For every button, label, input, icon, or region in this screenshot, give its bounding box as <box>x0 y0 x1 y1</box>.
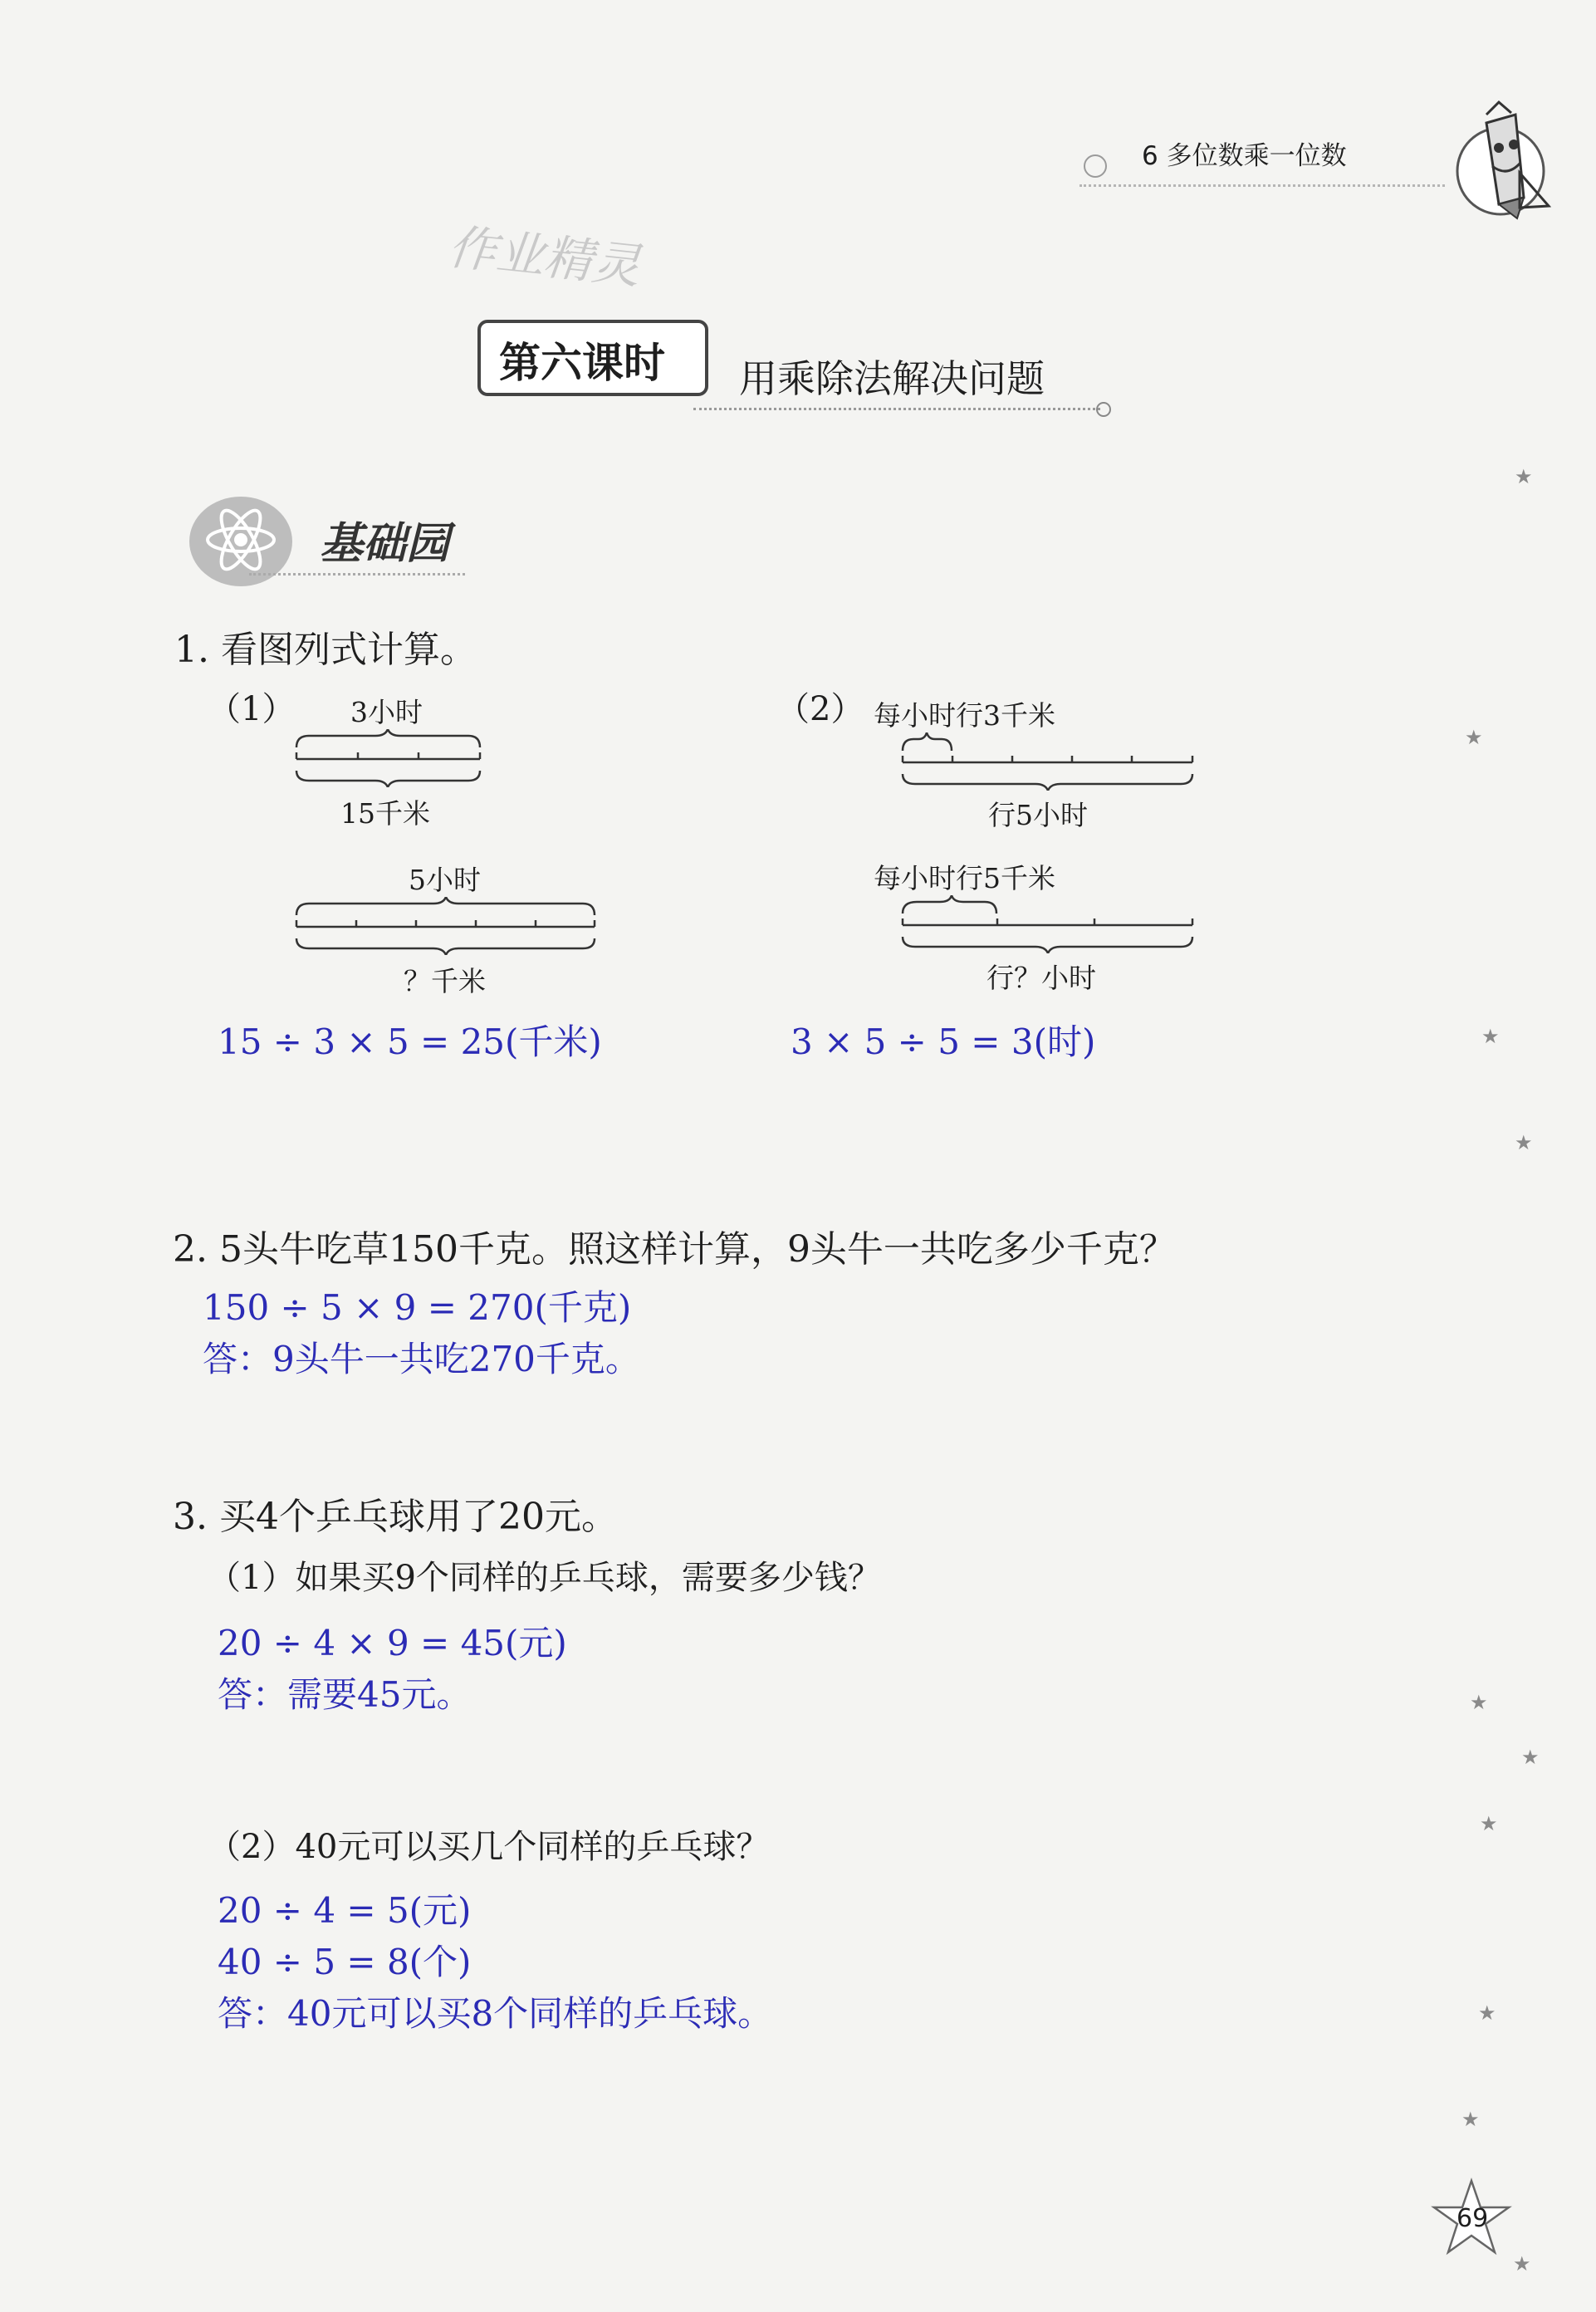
star-icon: ★ <box>1513 2252 1531 2275</box>
star-icon: ★ <box>1461 2108 1480 2131</box>
q2-prompt: 2. 5头牛吃草150千克。照这样计算，9头牛一共吃多少千克？ <box>173 1228 1176 1271</box>
q1-part1-label: （1） <box>208 690 296 728</box>
star-icon: ★ <box>1470 1691 1488 1714</box>
lesson-tag: 第六课时 <box>499 339 665 387</box>
star-icon: ★ <box>1521 1746 1540 1769</box>
q1-p1-diagram2 <box>292 897 600 955</box>
header-dotted-line <box>1080 184 1445 187</box>
q1-prompt: 1. 看图列式计算。 <box>174 629 477 671</box>
lesson-tag-box <box>477 320 708 396</box>
q1-p1-d2-bottom: ？千米 <box>404 965 486 997</box>
q1-p1-answer: 15 ÷ 3 × 5 = 25(千米) <box>218 1021 602 1062</box>
q3-prompt: 3. 买4个乒乓球用了20元。 <box>173 1496 618 1538</box>
pencil-mascot-icon <box>1441 98 1557 223</box>
q1-p1-d1-bottom: 15千米 <box>340 797 430 830</box>
star-icon: ★ <box>1515 1131 1533 1154</box>
section-title: 基础园 <box>320 518 450 569</box>
q3-sub1-answer-line1: 20 ÷ 4 × 9 = 45(元) <box>218 1623 567 1663</box>
q1-p1-diagram1 <box>292 729 483 787</box>
star-icon: ★ <box>1465 726 1483 749</box>
q1-p2-d2-top: 每小时行5千米 <box>874 862 1055 894</box>
q3-sub1-question: （1）如果买9个同样的乒乓球，需要多少钱？ <box>208 1559 881 1597</box>
q2-answer-line2: 答：9头牛一共吃270千克。 <box>203 1339 640 1379</box>
section-underline <box>249 573 465 576</box>
q3-sub2-answer-line1: 20 ÷ 4 = 5(元) <box>218 1890 472 1931</box>
lesson-title: 用乘除法解决问题 <box>739 356 1045 401</box>
q1-p2-diagram1 <box>898 732 1197 791</box>
q2-answer-line1: 150 ÷ 5 × 9 = 270(千克) <box>203 1287 632 1328</box>
q1-p1-d2-top: 5小时 <box>409 864 481 896</box>
chapter-title: 6 多位数乘一位数 <box>1142 141 1347 171</box>
q1-part2-label: （2） <box>776 690 864 728</box>
q3-sub2-answer-line3: 答：40元可以买8个同样的乒乓球。 <box>218 1993 773 2034</box>
q1-p2-d1-top: 每小时行3千米 <box>874 699 1055 732</box>
page-number: 69 <box>1456 2204 1489 2233</box>
q1-p2-diagram2 <box>898 895 1197 953</box>
underline-end-circle <box>1096 402 1111 417</box>
star-icon: ★ <box>1481 1025 1500 1048</box>
q3-sub2-answer-line2: 40 ÷ 5 = 8(个) <box>218 1942 472 1982</box>
star-icon: ★ <box>1515 465 1533 488</box>
q1-p1-d1-top: 3小时 <box>350 696 423 728</box>
header-swirl-icon <box>1084 154 1107 178</box>
q1-p2-d1-bottom: 行5小时 <box>988 799 1088 831</box>
q1-p2-answer: 3 × 5 ÷ 5 = 3(时) <box>791 1021 1096 1062</box>
q3-sub1-answer-line2: 答：需要45元。 <box>218 1674 472 1715</box>
q3-sub2-question: （2）40元可以买几个同样的乒乓球？ <box>208 1828 770 1866</box>
lesson-title-underline <box>693 408 1100 410</box>
star-icon: ★ <box>1478 2001 1496 2025</box>
star-icon: ★ <box>1480 1812 1498 1835</box>
q1-p2-d2-bottom: 行？小时 <box>986 962 1096 994</box>
watermark-text: 作业精灵 <box>445 218 644 295</box>
